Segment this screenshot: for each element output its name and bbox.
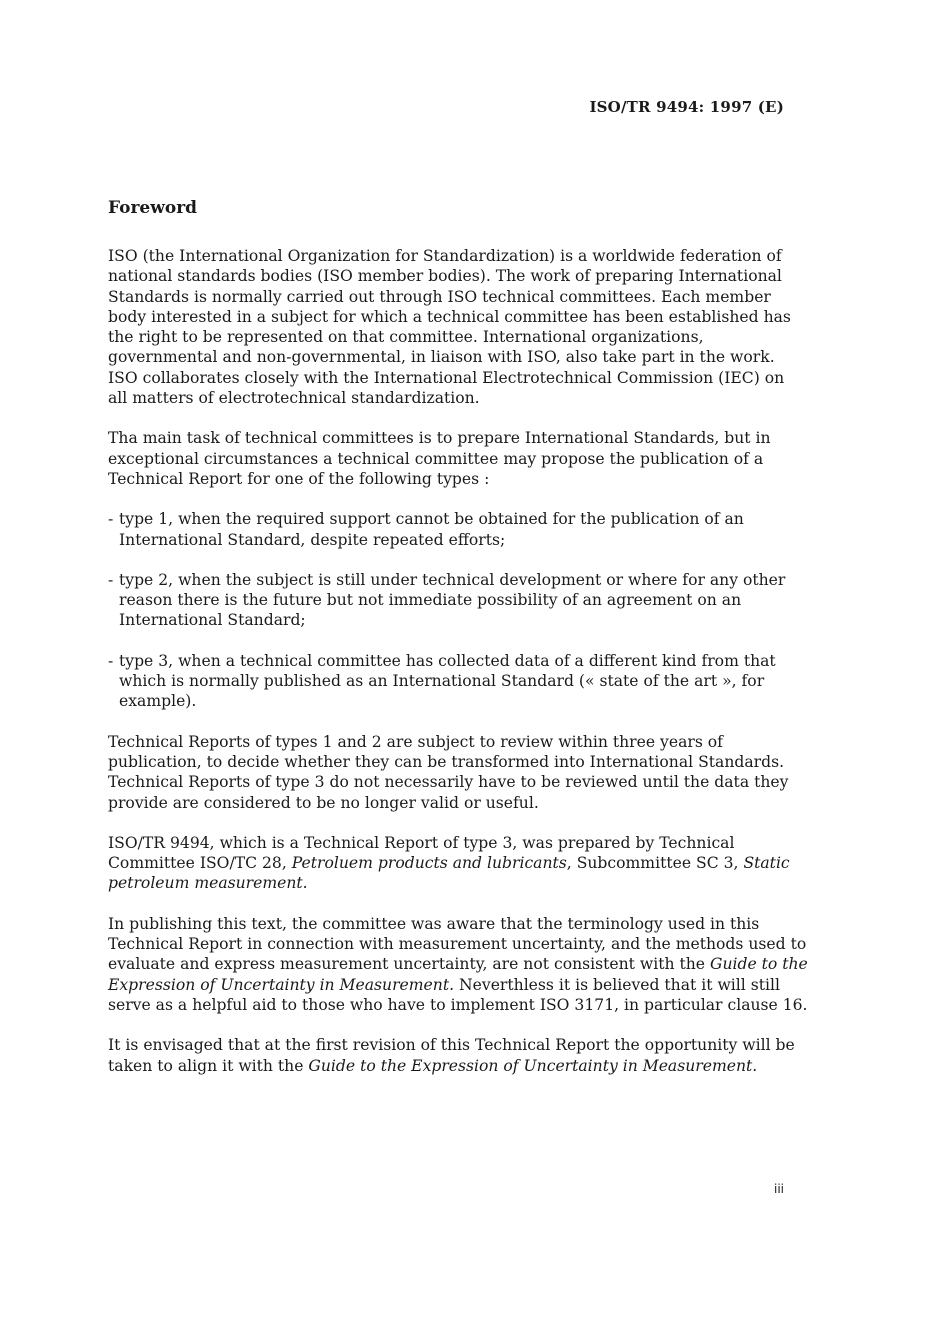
list-item-text: type 2, when the subject is still under technical development or where for any other reason there is the future but not immediate possibility of an agreement on an International Standard; bbox=[119, 570, 786, 630]
paragraph-revision bbox=[108, 1035, 808, 1076]
paragraph-terminology bbox=[108, 914, 808, 1015]
paragraph-main-task: Tha main task of technical committees is to prepare International Standards, but in exceptional circumstances a technical committee may propose the publication of a Technical Report for one of the following types : bbox=[108, 429, 771, 488]
guide-title: Guide to the Expression of Uncertainty in Measurement. bbox=[308, 1056, 758, 1075]
committee-title: Petroluem products and lubricants bbox=[291, 854, 567, 873]
list-bullet: - bbox=[108, 570, 114, 589]
terminology-text-a: In publishing this text, the committee was aware that the terminology used in this Technical Report in connection with measurement uncertainty, and the methods used to evaluate and express measurement uncertainty, are not consistent with the bbox=[108, 914, 807, 974]
list-item-text: type 3, when a technical committee has collected data of a different kind from that which is normally published as an International Standard (« state of the art », for example). bbox=[119, 651, 776, 711]
terminology-text-c: Neverthless it is believed that it will still serve as a helpful aid to those who have to implement ISO 3171, in particular clause 16. bbox=[108, 975, 808, 1014]
paragraph-preparation bbox=[108, 833, 808, 894]
list-item-type-3 bbox=[108, 651, 808, 712]
paragraph-review: Technical Reports of types 1 and 2 are subject to review within three years of publication, to decide whether they can be transformed into International Standards. Technical Reports of type 3 do not necessarily have to be reviewed until the data they provide are considered to be no longer valid or useful. bbox=[108, 732, 789, 812]
list-bullet: - bbox=[108, 510, 114, 529]
document-id-header: ISO/TR 9494: 1997 (E) bbox=[589, 98, 784, 116]
guide-title: Guide to the Expression of Uncertainty in Measurement. bbox=[108, 955, 808, 994]
page-number: iii bbox=[773, 1182, 784, 1196]
revision-text-a: It is envisaged that at the first revision of this Technical Report the opportunity will be taken to align it with the bbox=[108, 1036, 795, 1075]
preparation-text-c: , Subcommittee SC 3, bbox=[566, 854, 744, 873]
list-item-type-1 bbox=[108, 509, 808, 550]
foreword-section bbox=[108, 198, 808, 1096]
list-item-type-2 bbox=[108, 570, 808, 631]
list-item-text: type 1, when the required support cannot be obtained for the publication of an International Standard, despite repeated efforts; bbox=[119, 510, 744, 549]
list-bullet: - bbox=[108, 651, 114, 670]
subcommittee-title: Static petroleum measurement. bbox=[108, 854, 790, 893]
preparation-text-a: ISO/TR 9494, which is a Technical Report of type 3, was prepared by Technical Committee ISO/TC 28, bbox=[108, 833, 735, 873]
paragraph-iso-intro: ISO (the International Organization for Standardization) is a worldwide federation of national standards bodies (ISO member bodies). The work of preparing International Standards is normally carried out through ISO technical committees. Each member body interested in a subject for which a technical committee has been established has the right to be represented on that committee. International organizations, governmental and non-governmental, in liaison with ISO, also take part in the work. ISO collaborates closely with the International Electrotechnical Commission (IEC) on all matters of electrotechnical standardization. bbox=[108, 247, 791, 408]
section-title: Foreword bbox=[108, 198, 198, 218]
